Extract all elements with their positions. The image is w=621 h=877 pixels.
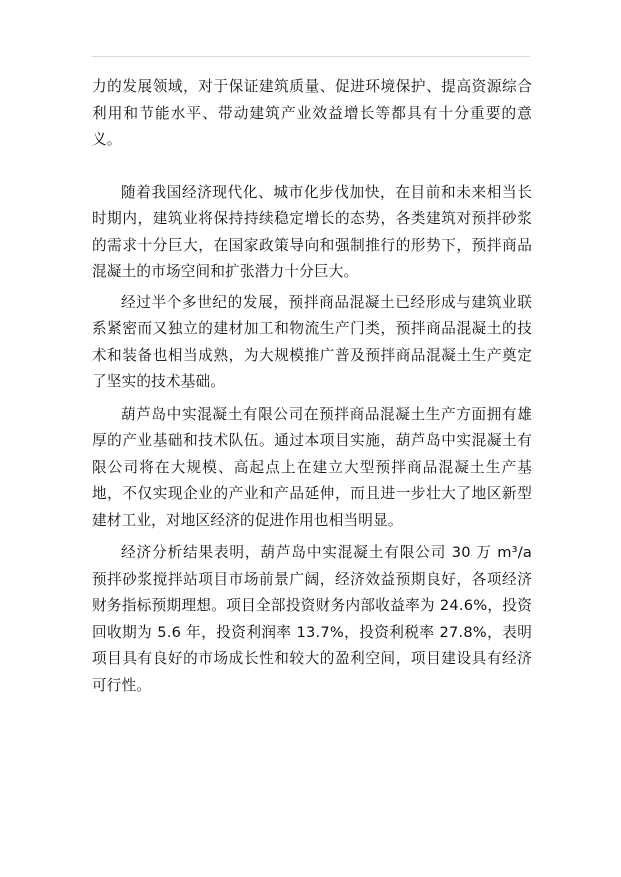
paragraph-spacer — [92, 154, 532, 180]
paragraph-market-demand: 随着我国经济现代化、城市化步伐加快，在目前和未来相当长时期内，建筑业将保持持续稳定增长的态势，各类建筑对预拌砂浆的需求十分巨大，在国家政策导向和强制推行的形势下，预拌商品混凝土的市场空间和扩张潜力十分巨大。 — [92, 183, 532, 280]
paragraph-continuation: 力的发展领域，对于保证建筑质量、促进环境保护、提高资源综合利用和节能水平、带动建筑产业效益增长等都具有十分重要的意义。 — [92, 78, 532, 148]
header-divider — [92, 56, 530, 57]
paragraph-company-foundation: 葫芦岛中实混凝土有限公司在预拌商品混凝土生产方面拥有雄厚的产业基础和技术队伍。通过本项目实施，葫芦岛中实混凝土有限公司将在大规模、高起点上在建立大型预拌商品混凝土生产基地，不仅实现企业的产业和产品延伸，而且进一步壮大了地区新型建材工业，对地区经济的促进作用也相当明显。 — [92, 405, 532, 529]
document-body — [92, 74, 532, 699]
paragraph-industry-development: 经过半个多世纪的发展，预拌商品混凝土已经形成与建筑业联系紧密而又独立的建材加工和物流生产门类，预拌商品混凝土的技术和装备也相当成熟，为大规模推广普及预拌商品混凝土生产奠定了坚实的技术基础。 — [92, 293, 532, 390]
paragraph-economic-analysis: 经济分析结果表明，葫芦岛中实混凝土有限公司 30 万 m³/a 预拌砂浆搅拌站项目市场前景广阔，经济效益预期良好，各项经济财务指标预期理想。项目全部投资财务内部收益率为 24.6%，投资回收期为 5.6 年，投资利润率 13.7%，投资利税率 27.8%，表明项目具有良好的市场成长性和较大的盈利空间，项目建设具有经济可行性。 — [92, 544, 532, 694]
